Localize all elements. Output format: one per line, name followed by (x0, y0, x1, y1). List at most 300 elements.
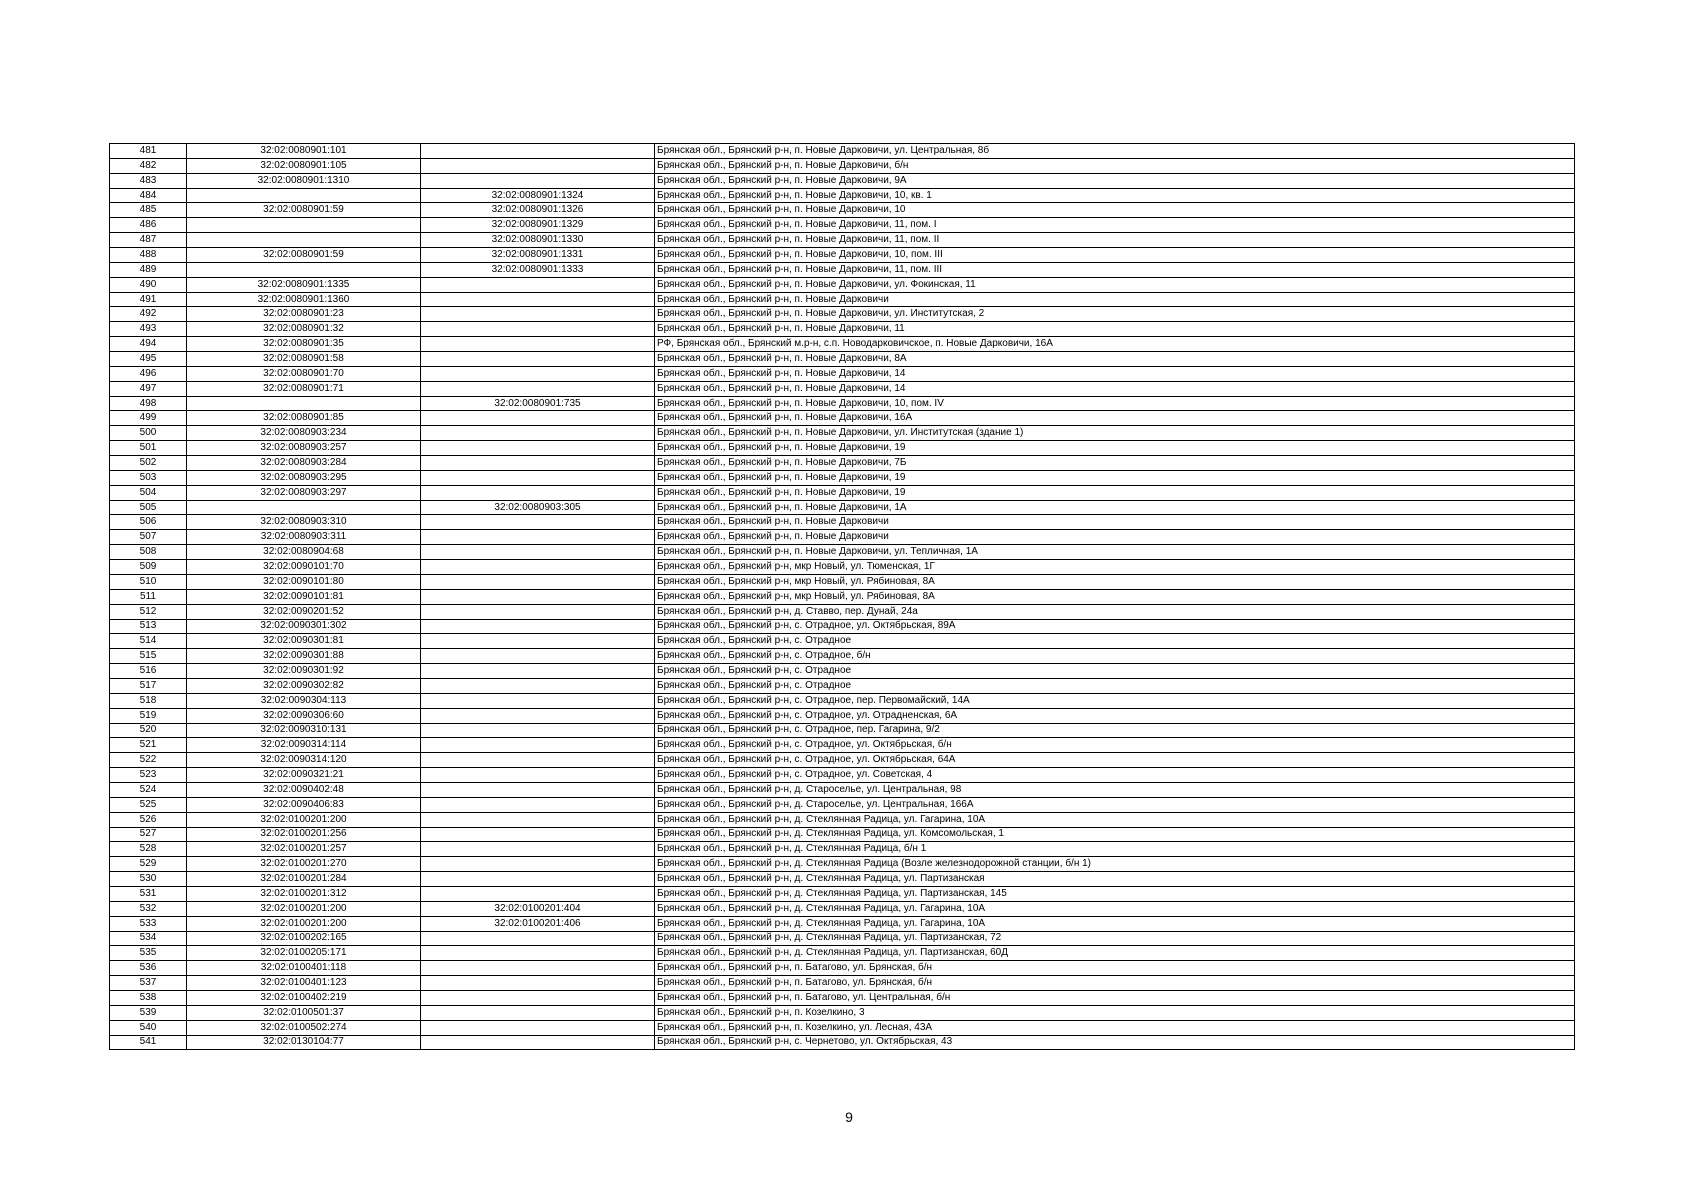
row-number-cell: 505 (110, 500, 187, 515)
cadastral-number-cell (187, 262, 421, 277)
table-row (110, 470, 1575, 485)
row-number-cell: 494 (110, 337, 187, 352)
table-row (110, 678, 1575, 693)
address-cell: Брянская обл., Брянский р-н, п. Новые Дарковичи, 19 (655, 470, 1575, 485)
cadastral-number-cell: 32:02:0080901:1360 (187, 292, 421, 307)
address-cell: Брянская обл., Брянский р-н, д. Стеклянная Радица, ул. Партизанская (655, 872, 1575, 887)
sub-object-number-cell (421, 961, 655, 976)
cadastral-number-cell: 32:02:0100201:312 (187, 886, 421, 901)
row-number-cell: 499 (110, 411, 187, 426)
table-row (110, 827, 1575, 842)
address-cell: Брянская обл., Брянский р-н, д. Староселье, ул. Центральная, 98 (655, 782, 1575, 797)
row-number-cell: 516 (110, 664, 187, 679)
sub-object-number-cell (421, 366, 655, 381)
address-cell: Брянская обл., Брянский р-н, д. Стеклянная Радица, ул. Партизанская, 72 (655, 931, 1575, 946)
cadastral-number-cell: 32:02:0090321:21 (187, 768, 421, 783)
row-number-cell: 491 (110, 292, 187, 307)
address-cell: Брянская обл., Брянский р-н, д. Стеклянная Радица, ул. Гагарина, 10А (655, 812, 1575, 827)
cadastral-number-cell: 32:02:0090201:52 (187, 604, 421, 619)
row-number-cell: 522 (110, 753, 187, 768)
row-number-cell: 539 (110, 1005, 187, 1020)
sub-object-number-cell (421, 322, 655, 337)
row-number-cell: 520 (110, 723, 187, 738)
cadastral-number-cell (187, 218, 421, 233)
row-number-cell: 495 (110, 352, 187, 367)
sub-object-number-cell (421, 456, 655, 471)
row-number-cell: 537 (110, 976, 187, 991)
address-cell: Брянская обл., Брянский р-н, п. Батагово, ул. Центральная, б/н (655, 990, 1575, 1005)
table-row (110, 396, 1575, 411)
sub-object-number-cell (421, 619, 655, 634)
cadastral-number-cell: 32:02:0090301:302 (187, 619, 421, 634)
sub-object-number-cell (421, 886, 655, 901)
row-number-cell: 508 (110, 545, 187, 560)
address-cell: Брянская обл., Брянский р-н, п. Новые Дарковичи, 11, пом. III (655, 262, 1575, 277)
cadastral-number-cell: 32:02:0080901:70 (187, 366, 421, 381)
row-number-cell: 497 (110, 381, 187, 396)
sub-object-number-cell (421, 768, 655, 783)
address-cell: Брянская обл., Брянский р-н, с. Отрадное, пер. Первомайский, 14А (655, 693, 1575, 708)
cadastral-number-cell: 32:02:0090406:83 (187, 797, 421, 812)
cadastral-number-cell: 32:02:0080903:257 (187, 441, 421, 456)
address-cell: Брянская обл., Брянский р-н, с. Чернетово, ул. Октябрьская, 43 (655, 1035, 1575, 1050)
cadastral-number-cell: 32:02:0080901:71 (187, 381, 421, 396)
row-number-cell: 501 (110, 441, 187, 456)
sub-object-number-cell (421, 827, 655, 842)
table-row (110, 381, 1575, 396)
table-row (110, 530, 1575, 545)
cadastral-number-cell: 32:02:0100205:171 (187, 946, 421, 961)
address-cell: Брянская обл., Брянский р-н, п. Новые Дарковичи, ул. Тепличная, 1А (655, 545, 1575, 560)
cadastral-number-cell: 32:02:0080903:297 (187, 485, 421, 500)
address-cell: Брянская обл., Брянский р-н, с. Отрадное (655, 634, 1575, 649)
sub-object-number-cell (421, 352, 655, 367)
row-number-cell: 503 (110, 470, 187, 485)
table-row (110, 366, 1575, 381)
address-cell: РФ, Брянская обл., Брянский м.р-н, с.п. Новодарковичское, п. Новые Дарковичи, 16А (655, 337, 1575, 352)
row-number-cell: 489 (110, 262, 187, 277)
table-row (110, 277, 1575, 292)
sub-object-number-cell (421, 738, 655, 753)
table-row (110, 173, 1575, 188)
address-cell: Брянская обл., Брянский р-н, д. Староселье, ул. Центральная, 166А (655, 797, 1575, 812)
table-row (110, 842, 1575, 857)
address-cell: Брянская обл., Брянский р-н, д. Ставво, пер. Дунай, 24а (655, 604, 1575, 619)
sub-object-number-cell (421, 515, 655, 530)
sub-object-number-cell (421, 857, 655, 872)
sub-object-number-cell (421, 990, 655, 1005)
row-number-cell: 538 (110, 990, 187, 1005)
sub-object-number-cell (421, 574, 655, 589)
address-cell: Брянская обл., Брянский р-н, п. Батагово, ул. Брянская, б/н (655, 961, 1575, 976)
table-row (110, 144, 1575, 159)
row-number-cell: 486 (110, 218, 187, 233)
row-number-cell: 492 (110, 307, 187, 322)
table-row (110, 307, 1575, 322)
address-cell: Брянская обл., Брянский р-н, мкр Новый, ул. Рябиновая, 8А (655, 574, 1575, 589)
address-cell: Брянская обл., Брянский р-н, п. Новые Дарковичи, 14 (655, 381, 1575, 396)
row-number-cell: 484 (110, 188, 187, 203)
cadastral-number-cell: 32:02:0080901:85 (187, 411, 421, 426)
sub-object-number-cell (421, 337, 655, 352)
sub-object-number-cell (421, 441, 655, 456)
cadastral-number-cell: 32:02:0080903:311 (187, 530, 421, 545)
sub-object-number-cell (421, 411, 655, 426)
sub-object-number-cell (421, 708, 655, 723)
address-cell: Брянская обл., Брянский р-н, п. Новые Дарковичи, 10, кв. 1 (655, 188, 1575, 203)
table-row (110, 634, 1575, 649)
address-cell: Брянская обл., Брянский р-н, п. Новые Дарковичи, 10, пом. IV (655, 396, 1575, 411)
cadastral-number-cell: 32:02:0080903:284 (187, 456, 421, 471)
table-row (110, 976, 1575, 991)
row-number-cell: 498 (110, 396, 187, 411)
sub-object-number-cell (421, 1035, 655, 1050)
address-cell: Брянская обл., Брянский р-н, п. Новые Дарковичи, ул. Фокинская, 11 (655, 277, 1575, 292)
cadastral-number-cell: 32:02:0100201:284 (187, 872, 421, 887)
table-row (110, 589, 1575, 604)
address-cell: Брянская обл., Брянский р-н, п. Новые Дарковичи, 9А (655, 173, 1575, 188)
table-row (110, 158, 1575, 173)
address-cell: Брянская обл., Брянский р-н, д. Стеклянная Радица, б/н 1 (655, 842, 1575, 857)
table-row (110, 946, 1575, 961)
cadastral-number-cell: 32:02:0080901:35 (187, 337, 421, 352)
table-row (110, 872, 1575, 887)
table-row (110, 753, 1575, 768)
sub-object-number-cell (421, 545, 655, 560)
sub-object-number-cell (421, 485, 655, 500)
row-number-cell: 515 (110, 649, 187, 664)
address-cell: Брянская обл., Брянский р-н, п. Новые Дарковичи, ул. Институтская (здание 1) (655, 426, 1575, 441)
table-row (110, 560, 1575, 575)
row-number-cell: 524 (110, 782, 187, 797)
sub-object-number-cell (421, 678, 655, 693)
table-row (110, 857, 1575, 872)
cadastral-number-cell: 32:02:0080903:310 (187, 515, 421, 530)
sub-object-number-cell (421, 1020, 655, 1035)
table-row (110, 768, 1575, 783)
row-number-cell: 506 (110, 515, 187, 530)
row-number-cell: 523 (110, 768, 187, 783)
row-number-cell: 527 (110, 827, 187, 842)
cadastral-number-cell: 32:02:0080901:59 (187, 248, 421, 263)
address-cell: Брянская обл., Брянский р-н, п. Новые Дарковичи (655, 530, 1575, 545)
cadastral-number-cell: 32:02:0080901:105 (187, 158, 421, 173)
address-cell: Брянская обл., Брянский р-н, п. Новые Дарковичи, 19 (655, 485, 1575, 500)
table-row (110, 901, 1575, 916)
address-cell: Брянская обл., Брянский р-н, п. Новые Дарковичи, ул. Центральная, 8б (655, 144, 1575, 159)
cadastral-number-cell: 32:02:0100502:274 (187, 1020, 421, 1035)
sub-object-number-cell (421, 664, 655, 679)
cadastral-number-cell: 32:02:0100201:270 (187, 857, 421, 872)
sub-object-number-cell: 32:02:0080901:1331 (421, 248, 655, 263)
table-row (110, 322, 1575, 337)
cadastral-number-cell: 32:02:0100402:219 (187, 990, 421, 1005)
address-cell: Брянская обл., Брянский р-н, с. Отрадное, ул. Советская, 4 (655, 768, 1575, 783)
sub-object-number-cell (421, 782, 655, 797)
sub-object-number-cell (421, 158, 655, 173)
sub-object-number-cell: 32:02:0080901:1329 (421, 218, 655, 233)
sub-object-number-cell (421, 649, 655, 664)
address-cell: Брянская обл., Брянский р-н, с. Отрадное, б/н (655, 649, 1575, 664)
sub-object-number-cell (421, 946, 655, 961)
sub-object-number-cell: 32:02:0080901:1330 (421, 233, 655, 248)
sub-object-number-cell: 32:02:0100201:404 (421, 901, 655, 916)
sub-object-number-cell (421, 560, 655, 575)
sub-object-number-cell (421, 589, 655, 604)
table-row (110, 693, 1575, 708)
row-number-cell: 534 (110, 931, 187, 946)
row-number-cell: 507 (110, 530, 187, 545)
cadastral-number-cell: 32:02:0080901:101 (187, 144, 421, 159)
table-row (110, 292, 1575, 307)
address-cell: Брянская обл., Брянский р-н, д. Стеклянная Радица, ул. Комсомольская, 1 (655, 827, 1575, 842)
table-row (110, 218, 1575, 233)
table-row (110, 515, 1575, 530)
address-cell: Брянская обл., Брянский р-н, п. Козелкино, 3 (655, 1005, 1575, 1020)
sub-object-number-cell (421, 723, 655, 738)
address-cell: Брянская обл., Брянский р-н, п. Новые Дарковичи (655, 292, 1575, 307)
address-cell: Брянская обл., Брянский р-н, п. Новые Дарковичи, 16А (655, 411, 1575, 426)
sub-object-number-cell (421, 872, 655, 887)
address-cell: Брянская обл., Брянский р-н, д. Стеклянная Радица (Возле железнодорожной станции, б/н 1) (655, 857, 1575, 872)
row-number-cell: 518 (110, 693, 187, 708)
cadastral-number-cell: 32:02:0090101:81 (187, 589, 421, 604)
cadastral-number-cell (187, 233, 421, 248)
sub-object-number-cell (421, 753, 655, 768)
row-number-cell: 519 (110, 708, 187, 723)
table-row (110, 233, 1575, 248)
cadastral-number-cell: 32:02:0090314:114 (187, 738, 421, 753)
sub-object-number-cell (421, 812, 655, 827)
page-number: 9 (845, 1109, 853, 1125)
cadastral-number-cell: 32:02:0100201:256 (187, 827, 421, 842)
address-cell: Брянская обл., Брянский р-н, п. Новые Дарковичи, 8А (655, 352, 1575, 367)
address-cell: Брянская обл., Брянский р-н, п. Новые Дарковичи (655, 515, 1575, 530)
row-number-cell: 532 (110, 901, 187, 916)
cadastral-number-cell: 32:02:0100202:165 (187, 931, 421, 946)
cadastral-number-cell: 32:02:0080901:1310 (187, 173, 421, 188)
table-row (110, 708, 1575, 723)
table-row (110, 797, 1575, 812)
table-row (110, 441, 1575, 456)
cadastral-number-cell: 32:02:0090310:131 (187, 723, 421, 738)
sub-object-number-cell (421, 604, 655, 619)
row-number-cell: 483 (110, 173, 187, 188)
sub-object-number-cell (421, 307, 655, 322)
row-number-cell: 509 (110, 560, 187, 575)
table-row (110, 723, 1575, 738)
address-cell: Брянская обл., Брянский р-н, с. Отрадное (655, 678, 1575, 693)
address-cell: Брянская обл., Брянский р-н, д. Стеклянная Радица, ул. Партизанская, 60Д (655, 946, 1575, 961)
row-number-cell: 517 (110, 678, 187, 693)
address-cell: Брянская обл., Брянский р-н, п. Новые Дарковичи, 14 (655, 366, 1575, 381)
table-row (110, 649, 1575, 664)
row-number-cell: 535 (110, 946, 187, 961)
sub-object-number-cell (421, 381, 655, 396)
sub-object-number-cell: 32:02:0080901:735 (421, 396, 655, 411)
address-cell: Брянская обл., Брянский р-н, с. Отрадное, пер. Гагарина, 9/2 (655, 723, 1575, 738)
registry-table-body (110, 144, 1575, 1050)
row-number-cell: 490 (110, 277, 187, 292)
cadastral-number-cell: 32:02:0100201:200 (187, 812, 421, 827)
sub-object-number-cell: 32:02:0080901:1333 (421, 262, 655, 277)
address-cell: Брянская обл., Брянский р-н, п. Новые Дарковичи, б/н (655, 158, 1575, 173)
row-number-cell: 496 (110, 366, 187, 381)
cadastral-number-cell: 32:02:0080901:32 (187, 322, 421, 337)
row-number-cell: 533 (110, 916, 187, 931)
table-row (110, 604, 1575, 619)
cadastral-number-cell: 32:02:0090301:92 (187, 664, 421, 679)
table-row (110, 961, 1575, 976)
address-cell: Брянская обл., Брянский р-н, д. Стеклянная Радица, ул. Гагарина, 10А (655, 916, 1575, 931)
sub-object-number-cell (421, 976, 655, 991)
row-number-cell: 510 (110, 574, 187, 589)
cadastral-number-cell: 32:02:0100401:123 (187, 976, 421, 991)
cadastral-number-cell: 32:02:0080903:295 (187, 470, 421, 485)
row-number-cell: 493 (110, 322, 187, 337)
table-row (110, 1035, 1575, 1050)
cadastral-number-cell: 32:02:0100401:118 (187, 961, 421, 976)
sub-object-number-cell (421, 292, 655, 307)
sub-object-number-cell (421, 470, 655, 485)
address-cell: Брянская обл., Брянский р-н, п. Новые Дарковичи, 11 (655, 322, 1575, 337)
row-number-cell: 481 (110, 144, 187, 159)
address-cell: Брянская обл., Брянский р-н, с. Отрадное, ул. Октябрьская, 64А (655, 753, 1575, 768)
address-cell: Брянская обл., Брянский р-н, п. Батагово, ул. Брянская, б/н (655, 976, 1575, 991)
cadastral-number-cell: 32:02:0100201:200 (187, 901, 421, 916)
cadastral-number-cell: 32:02:0090402:48 (187, 782, 421, 797)
sub-object-number-cell (421, 693, 655, 708)
table-row (110, 203, 1575, 218)
table-row (110, 916, 1575, 931)
table-row (110, 545, 1575, 560)
table-row (110, 664, 1575, 679)
table-row (110, 500, 1575, 515)
address-cell: Брянская обл., Брянский р-н, с. Отрадное, ул. Октябрьская, 89А (655, 619, 1575, 634)
address-cell: Брянская обл., Брянский р-н, п. Новые Дарковичи, 10, пом. III (655, 248, 1575, 263)
table-row (110, 990, 1575, 1005)
row-number-cell: 540 (110, 1020, 187, 1035)
address-cell: Брянская обл., Брянский р-н, п. Новые Дарковичи, 11, пом. II (655, 233, 1575, 248)
table-row (110, 248, 1575, 263)
cadastral-number-cell: 32:02:0130104:77 (187, 1035, 421, 1050)
row-number-cell: 513 (110, 619, 187, 634)
table-row (110, 188, 1575, 203)
cadastral-number-cell: 32:02:0090304:113 (187, 693, 421, 708)
cadastral-number-cell: 32:02:0090301:81 (187, 634, 421, 649)
table-row (110, 426, 1575, 441)
sub-object-number-cell (421, 426, 655, 441)
table-row (110, 337, 1575, 352)
address-cell: Брянская обл., Брянский р-н, п. Новые Дарковичи, 7Б (655, 456, 1575, 471)
row-number-cell: 502 (110, 456, 187, 471)
cadastral-number-cell: 32:02:0080901:59 (187, 203, 421, 218)
cadastral-number-cell: 32:02:0090314:120 (187, 753, 421, 768)
row-number-cell: 488 (110, 248, 187, 263)
row-number-cell: 528 (110, 842, 187, 857)
sub-object-number-cell (421, 144, 655, 159)
row-number-cell: 526 (110, 812, 187, 827)
sub-object-number-cell (421, 634, 655, 649)
sub-object-number-cell (421, 277, 655, 292)
table-row (110, 574, 1575, 589)
table-row (110, 1020, 1575, 1035)
table-row (110, 485, 1575, 500)
address-cell: Брянская обл., Брянский р-н, с. Отрадное, ул. Отрадненская, 6А (655, 708, 1575, 723)
cadastral-number-cell: 32:02:0100501:37 (187, 1005, 421, 1020)
cadastral-number-cell: 32:02:0080901:58 (187, 352, 421, 367)
row-number-cell: 504 (110, 485, 187, 500)
row-number-cell: 482 (110, 158, 187, 173)
sub-object-number-cell (421, 1005, 655, 1020)
row-number-cell: 514 (110, 634, 187, 649)
row-number-cell: 512 (110, 604, 187, 619)
table-row (110, 886, 1575, 901)
cadastral-number-cell: 32:02:0090101:80 (187, 574, 421, 589)
sub-object-number-cell (421, 931, 655, 946)
table-row (110, 812, 1575, 827)
sub-object-number-cell (421, 797, 655, 812)
cadastral-number-cell: 32:02:0090101:70 (187, 560, 421, 575)
address-cell: Брянская обл., Брянский р-н, п. Новые Дарковичи, 11, пом. I (655, 218, 1575, 233)
cadastral-number-cell: 32:02:0090306:60 (187, 708, 421, 723)
cadastral-number-cell: 32:02:0100201:200 (187, 916, 421, 931)
cadastral-number-cell (187, 396, 421, 411)
table-row (110, 619, 1575, 634)
cadastral-number-cell (187, 500, 421, 515)
row-number-cell: 485 (110, 203, 187, 218)
row-number-cell: 541 (110, 1035, 187, 1050)
table-row (110, 411, 1575, 426)
row-number-cell: 511 (110, 589, 187, 604)
row-number-cell: 536 (110, 961, 187, 976)
address-cell: Брянская обл., Брянский р-н, мкр Новый, ул. Рябиновая, 8А (655, 589, 1575, 604)
address-cell: Брянская обл., Брянский р-н, п. Новые Дарковичи, 19 (655, 441, 1575, 456)
address-cell: Брянская обл., Брянский р-н, п. Козелкино, ул. Лесная, 43А (655, 1020, 1575, 1035)
address-cell: Брянская обл., Брянский р-н, д. Стеклянная Радица, ул. Партизанская, 145 (655, 886, 1575, 901)
address-cell: Брянская обл., Брянский р-н, д. Стеклянная Радица, ул. Гагарина, 10А (655, 901, 1575, 916)
sub-object-number-cell: 32:02:0080903:305 (421, 500, 655, 515)
cadastral-number-cell: 32:02:0090302:82 (187, 678, 421, 693)
table-row (110, 456, 1575, 471)
cadastral-number-cell: 32:02:0090301:88 (187, 649, 421, 664)
table-row (110, 262, 1575, 277)
row-number-cell: 500 (110, 426, 187, 441)
address-cell: Брянская обл., Брянский р-н, п. Новые Дарковичи, ул. Институтская, 2 (655, 307, 1575, 322)
cadastral-number-cell: 32:02:0080901:1335 (187, 277, 421, 292)
address-cell: Брянская обл., Брянский р-н, мкр Новый, ул. Тюменская, 1Г (655, 560, 1575, 575)
sub-object-number-cell (421, 173, 655, 188)
row-number-cell: 525 (110, 797, 187, 812)
address-cell: Брянская обл., Брянский р-н, п. Новые Дарковичи, 10 (655, 203, 1575, 218)
address-cell: Брянская обл., Брянский р-н, с. Отрадное, ул. Октябрьская, б/н (655, 738, 1575, 753)
table-row (110, 352, 1575, 367)
address-cell: Брянская обл., Брянский р-н, с. Отрадное (655, 664, 1575, 679)
row-number-cell: 531 (110, 886, 187, 901)
sub-object-number-cell: 32:02:0080901:1326 (421, 203, 655, 218)
row-number-cell: 529 (110, 857, 187, 872)
sub-object-number-cell: 32:02:0100201:406 (421, 916, 655, 931)
sub-object-number-cell (421, 842, 655, 857)
address-cell: Брянская обл., Брянский р-н, п. Новые Дарковичи, 1А (655, 500, 1575, 515)
cadastral-number-cell: 32:02:0080903:234 (187, 426, 421, 441)
table-row (110, 931, 1575, 946)
cadastral-number-cell: 32:02:0080901:23 (187, 307, 421, 322)
table-row (110, 738, 1575, 753)
row-number-cell: 487 (110, 233, 187, 248)
cadastral-number-cell: 32:02:0080904:68 (187, 545, 421, 560)
table-row (110, 1005, 1575, 1020)
